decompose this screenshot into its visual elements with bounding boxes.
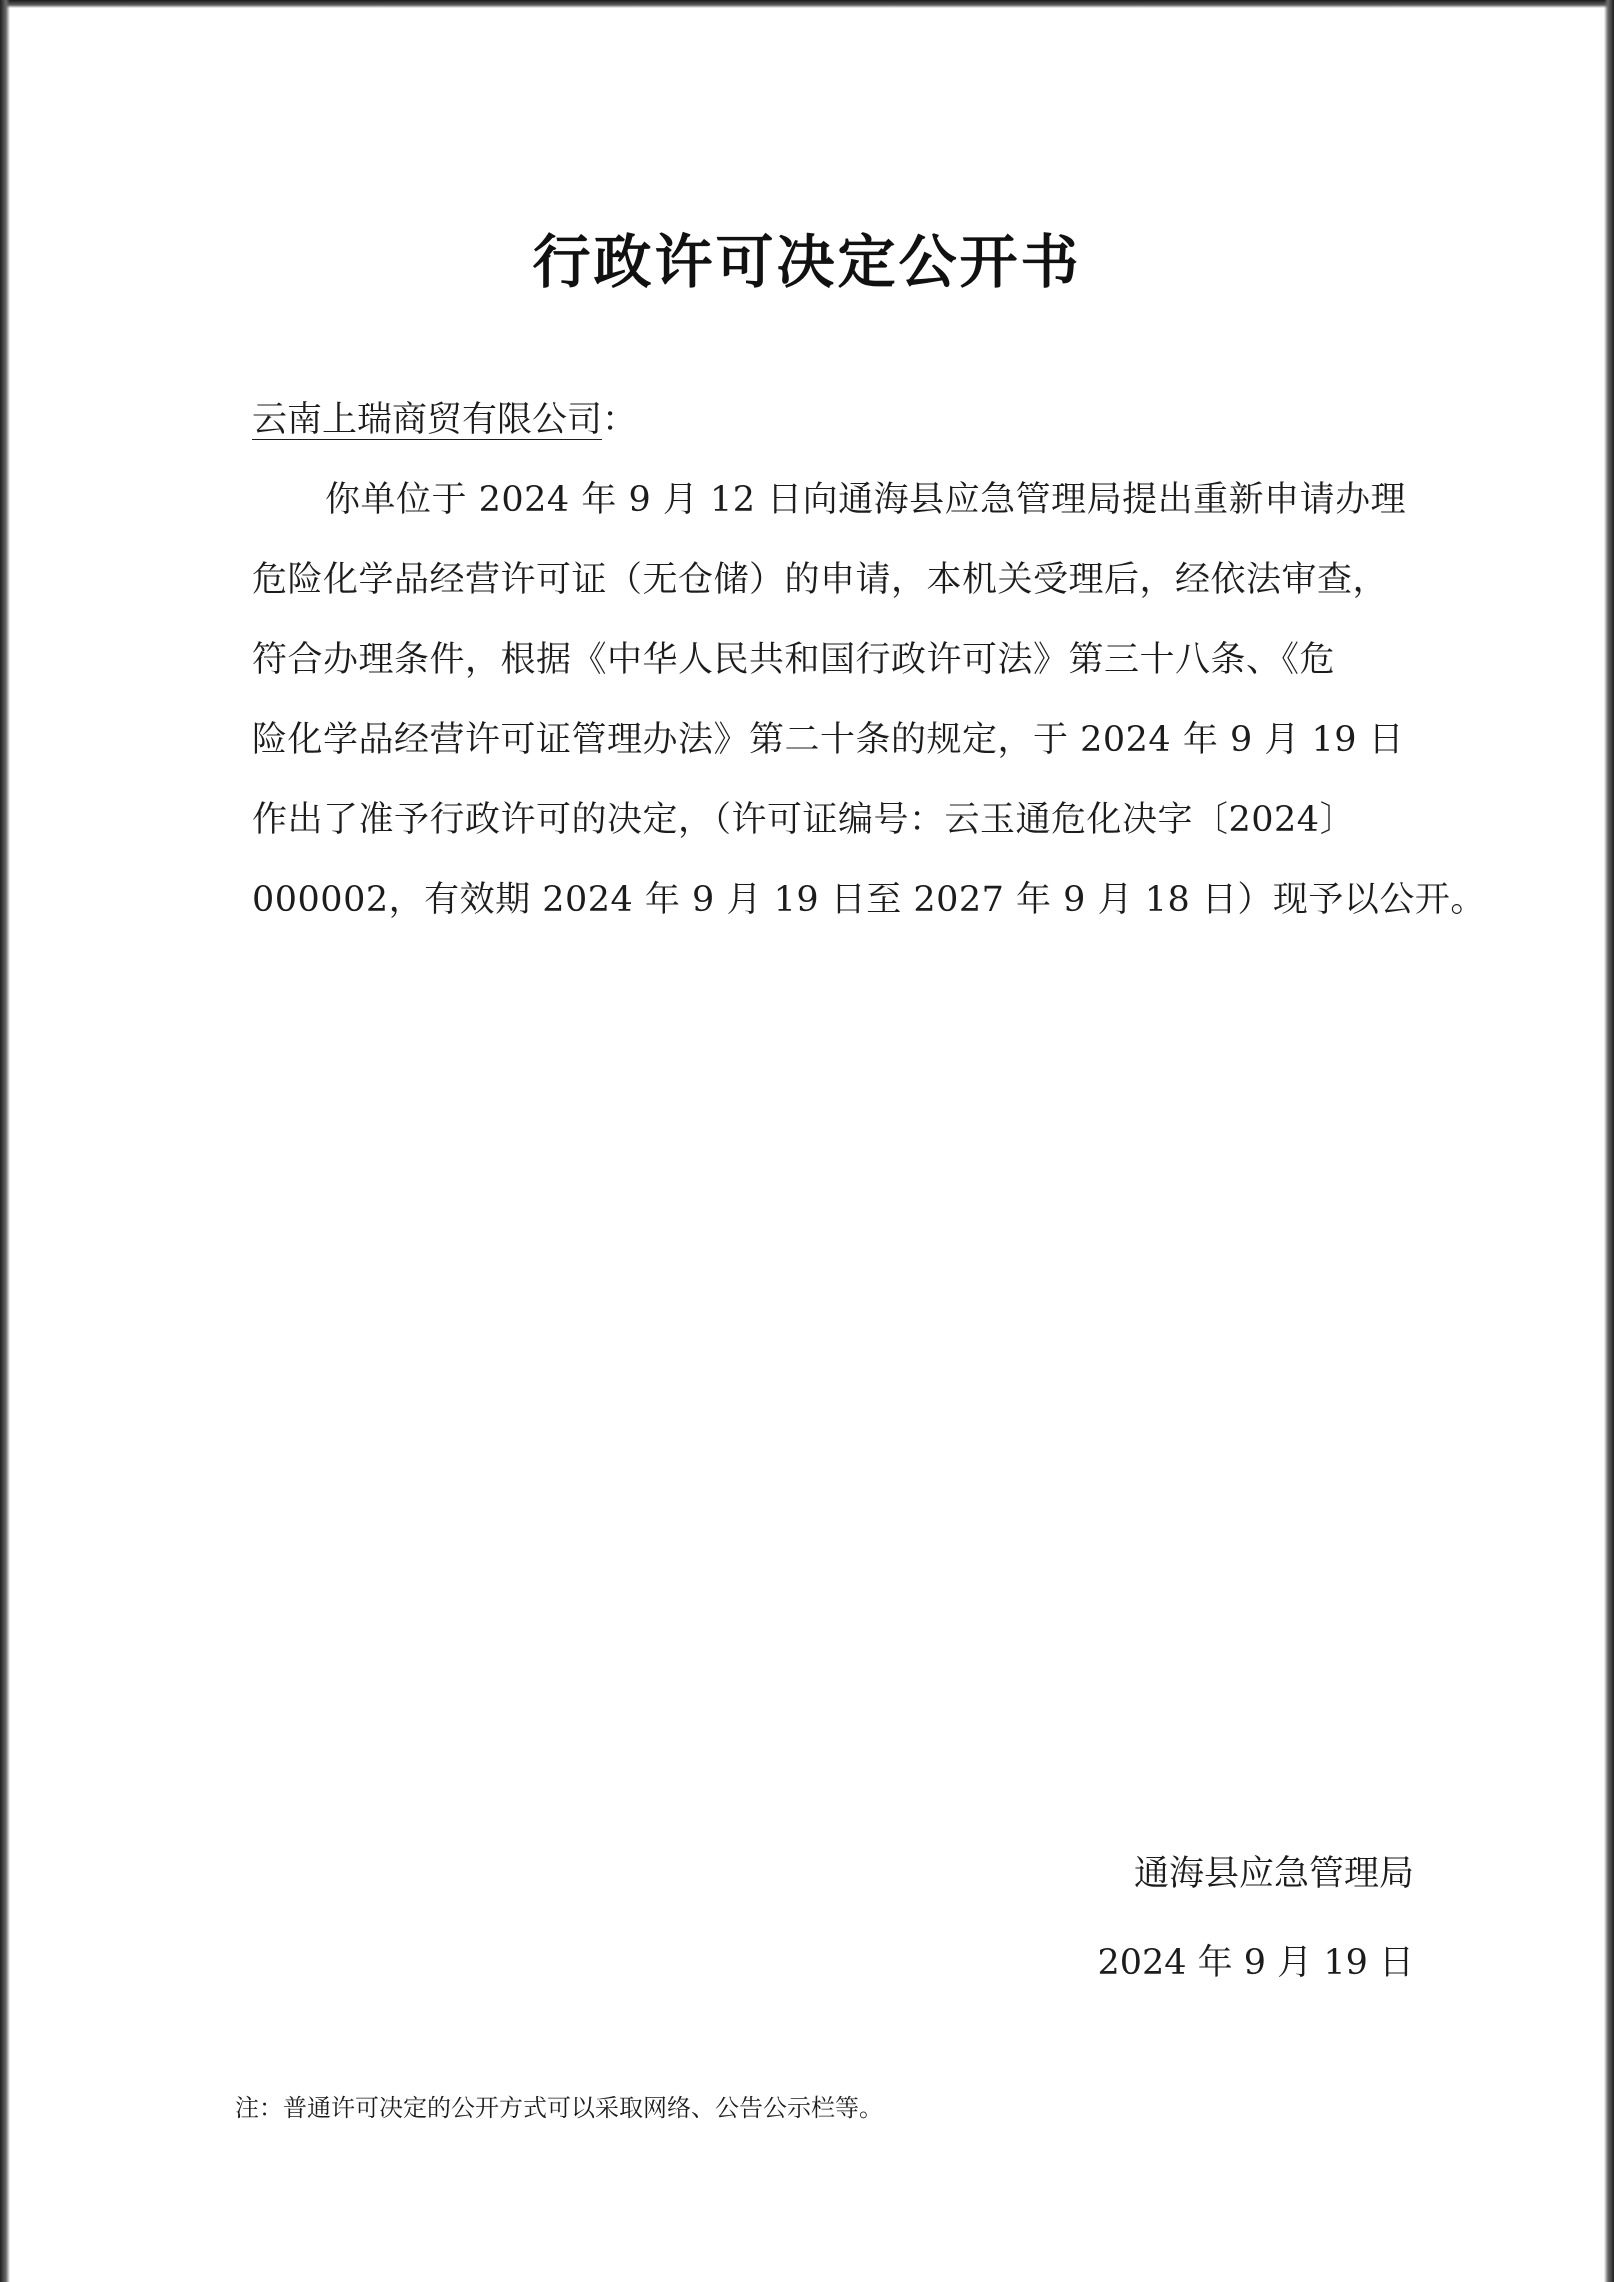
- body-line-2: 危险化学品经营许可证（无仓储）的申请，本机关受理后，经依法审查，: [252, 560, 1389, 600]
- scan-edge-right: [1604, 0, 1614, 2282]
- footnote: 注：普通许可决定的公开方式可以采取网络、公告公示栏等。: [235, 2094, 883, 2122]
- body-line-5: 作出了准予行政许可的决定，（许可证编号：云玉通危化决字〔2024〕: [252, 800, 1356, 840]
- body-line-3: 符合办理条件，根据《中华人民共和国行政许可法》第三十八条、《危: [252, 640, 1336, 680]
- scan-edge-top: [0, 0, 1614, 8]
- signing-date: 2024 年 9 月 19 日: [1097, 1943, 1414, 1983]
- body-line-6: 000002，有效期 2024 年 9 月 19 日至 2027 年 9 月 18 日）现予以公开。: [252, 880, 1486, 920]
- recipient-name: 云南上瑞商贸有限公司: [252, 400, 603, 440]
- signing-authority: 通海县应急管理局: [1133, 1854, 1414, 1894]
- recipient-colon: ：: [602, 400, 638, 440]
- scan-edge-left: [0, 0, 10, 2282]
- body-line-1: 你单位于 2024 年 9 月 12 日向通海县应急管理局提出重新申请办理: [325, 480, 1407, 520]
- body-line-4: 险化学品经营许可证管理办法》第二十条的规定，于 2024 年 9 月 19 日: [252, 720, 1405, 760]
- document-title: 行政许可决定公开书: [532, 228, 1082, 296]
- recipient-line: [252, 392, 637, 442]
